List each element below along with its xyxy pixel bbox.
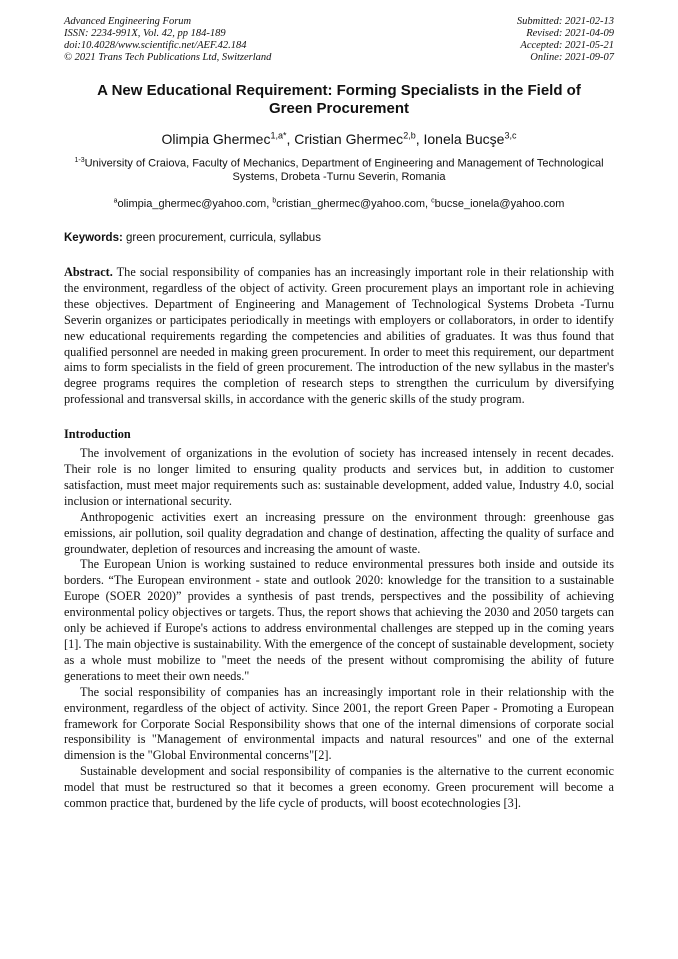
header-left bbox=[64, 16, 271, 64]
online-date: Online: 2021-09-07 bbox=[530, 52, 614, 63]
submitted-date: Submitted: 2021-02-13 bbox=[516, 16, 614, 27]
revised-date: Revised: 2021-04-09 bbox=[526, 28, 614, 39]
author: Cristian Ghermec$^{2,b}$, bbox=[294, 130, 424, 147]
email-list bbox=[64, 194, 614, 211]
header-right bbox=[517, 16, 614, 64]
paragraph: Anthropogenic activities exert an increasing pressure on the environment through: greenhouse gas emissions, air pollution, soil quality degradation and change of destination, affecting the quality of surface and groundwater, depletion of resources and increasing the amount of waste. bbox=[64, 509, 614, 556]
abstract-label: Abstract. bbox=[64, 264, 113, 279]
email: $^a$olimpia_ghermec@yahoo.com, bbox=[113, 197, 273, 210]
author: Ionela Bucşe$^{3,c}$ bbox=[423, 130, 517, 147]
keywords-label: Keywords: bbox=[64, 231, 123, 244]
accepted-date: Accepted: 2021-05-21 bbox=[520, 40, 614, 51]
paragraph: The European Union is working sustained to reduce environmental pressures both inside and outside its borders. “The European environment - state and outlook 2020: knowledge for the transition to a sustainable Europe (SOER 2020)” provides a synthesis of past trends, perspectives and the possibility of achieving environmental policy objectives or targets. Thus, the report shows that achieving the 2030 and 2050 targets can only be achieved if Europe's actions to address environmental challenges are stepped up in the coming years [1]. The main objective is sustainability. With the emergence of the concept of sustainable development, society as a whole must mobilize to "meet the needs of the present without compromising the ability of future generations to meet their own needs." bbox=[64, 557, 614, 683]
paper-title: A New Educational Requirement: Forming Specialists in the Field of Green Procurement bbox=[97, 82, 581, 117]
email: $^b$cristian_ghermec@yahoo.com, bbox=[272, 197, 432, 210]
abstract-text: The social responsibility of companies has an increasingly important role in their relationship with the environment, regardless of the object of activity. Green procurement plays an important role in achieving these objectives. Department of Engineering and Management of Technological Systems Drobeta -Turnu Severin organizes or participates periodically in meetings with employers or collaborators, in order to identify new educational requirements regarding the competencies and abilities of graduates. It was thus found that qualified personnel are needed in making green procurement. In order to meet this requirement, our department aims to form specialists in the field of green procurement. The introduction of the new syllabus in the master's degree programs requires the completion of research steps to strengthen the curriculum by diversifying professional and transversal skills, in accordance with the generic skills of the study program. bbox=[64, 264, 614, 407]
keywords-text: green procurement, curricula, syllabus bbox=[122, 231, 321, 244]
paragraph: The social responsibility of companies has an increasingly important role in their relationship with the environment, regardless of the object of activity. Since 2001, the report Green Paper - Promoting a European framework for Corporate Social Responsibility shows that one of the internal dimensions of corporate social responsibility is "Management of environmental impacts and natural resources" and one of the external dimension is the "Global Environmental concerns"[2]. bbox=[64, 684, 614, 763]
issn: ISSN: 2234-991X, Vol. 42, pp 184-189 bbox=[64, 28, 226, 39]
paragraph: The involvement of organizations in the evolution of society has increased intensely in recent decades. Their role is no longer limited to ensuring quality products and services but, in addition to customer satisfaction, must meet major requirements such as: sustainable development, added value, Industry 4.0, social inclusion or international security. bbox=[64, 446, 614, 508]
email: $^c$bucse_ionela@yahoo.com bbox=[431, 197, 565, 210]
abstract bbox=[64, 265, 614, 408]
doi: doi:10.4028/www.scientific.net/AEF.42.184 bbox=[64, 40, 247, 51]
affiliation: $^{1-3}$University of Craiova, Faculty of Mechanics, Department of Engineering and Management of Technological Systems, Drobeta -Turnu Severin, Romania bbox=[74, 156, 604, 184]
introduction-body bbox=[64, 446, 614, 812]
section-heading-introduction: Introduction bbox=[64, 427, 131, 442]
copyright: © 2021 Trans Tech Publications Ltd, Switzerland bbox=[64, 52, 272, 63]
journal-header bbox=[64, 16, 614, 64]
author: Olimpia Ghermec$^{1,a*}$, bbox=[161, 130, 295, 147]
journal-name: Advanced Engineering Forum bbox=[64, 16, 192, 27]
paragraph: Sustainable development and social responsibility of companies is the alternative to the current economic model that must be restructured so that it becomes a green economy. Green procurement will become a common practice that, burdened by the life cycle of products, will boost ecotechnologies [3]. bbox=[64, 764, 614, 811]
keywords bbox=[64, 231, 614, 245]
author-list bbox=[64, 126, 614, 148]
